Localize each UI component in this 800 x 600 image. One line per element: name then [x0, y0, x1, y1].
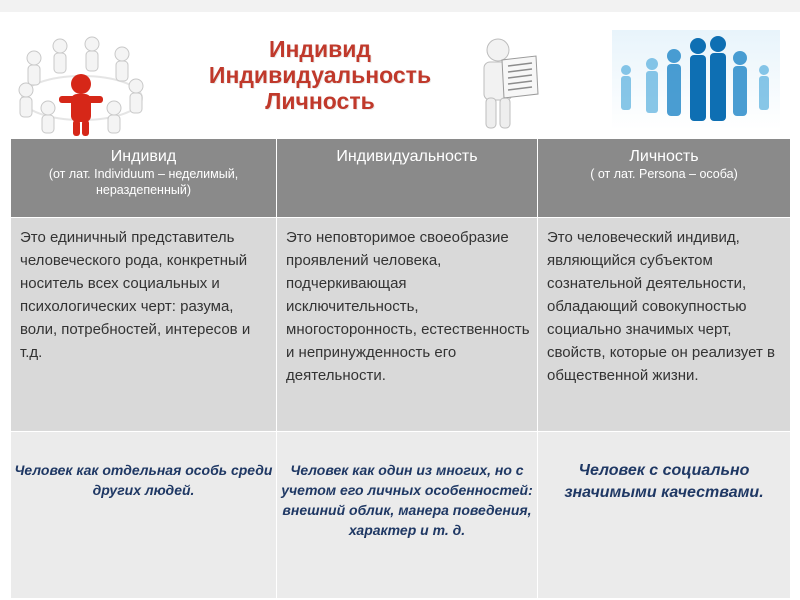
header-lichnost	[538, 139, 791, 218]
header-subtitle: ( от лат. Persona – особа)	[590, 167, 738, 181]
title-line-2: Индивидуальность	[208, 62, 432, 88]
title-line-3: Личность	[265, 88, 375, 114]
summary-lichnost-cell	[538, 432, 791, 599]
definition-individ: Это единичный представитель человеческого рода, конкретный носитель всех социальных и психологических черт: разума, воли, потребностей, интересов и т.д.	[11, 218, 277, 432]
people-circle-leader-icon	[12, 28, 152, 138]
summary-individualnost: Человек как один из многих, но с учетом его личных особенностей: внешний облик, манера поведения, характер и т. д.	[281, 462, 533, 538]
slide-title	[170, 36, 470, 114]
table-header-row	[11, 139, 791, 218]
definition-row	[11, 218, 791, 432]
header-label: Индивидуальность	[336, 148, 478, 165]
summary-individualnost-cell	[277, 432, 538, 599]
header-label: Индивид	[110, 148, 177, 165]
crowd-silhouettes-icon	[612, 30, 780, 130]
summary-individ: Человек как отдельная особь среди других людей.	[14, 462, 273, 498]
title-line-1: Индивид	[268, 36, 372, 62]
person-reading-newspaper-icon	[462, 36, 544, 132]
definition-individualnost: Это неповторимое своеобразие проявлений человека, подчеркивающая исключительность, многосторонность, естественность и непринужденность его деятельности.	[277, 218, 538, 432]
header-individ	[11, 139, 277, 218]
definition-lichnost: Это человеческий индивид, являющийся субъектом сознательной деятельности, обладающий совокупностью социально значимых черт, свойств, которые он реализует в общественной жизни.	[538, 218, 791, 432]
summary-row	[11, 432, 791, 599]
comparison-table	[10, 138, 791, 599]
header-subtitle: (от лат. Individuum – неделимый, нераздепенный)	[48, 167, 239, 197]
summary-lichnost: Человек с социально значимыми качествами.	[564, 462, 764, 501]
summary-individ-cell	[11, 432, 277, 599]
header-individualnost	[277, 139, 538, 218]
header-label: Личность	[629, 148, 699, 165]
top-band	[0, 0, 800, 12]
